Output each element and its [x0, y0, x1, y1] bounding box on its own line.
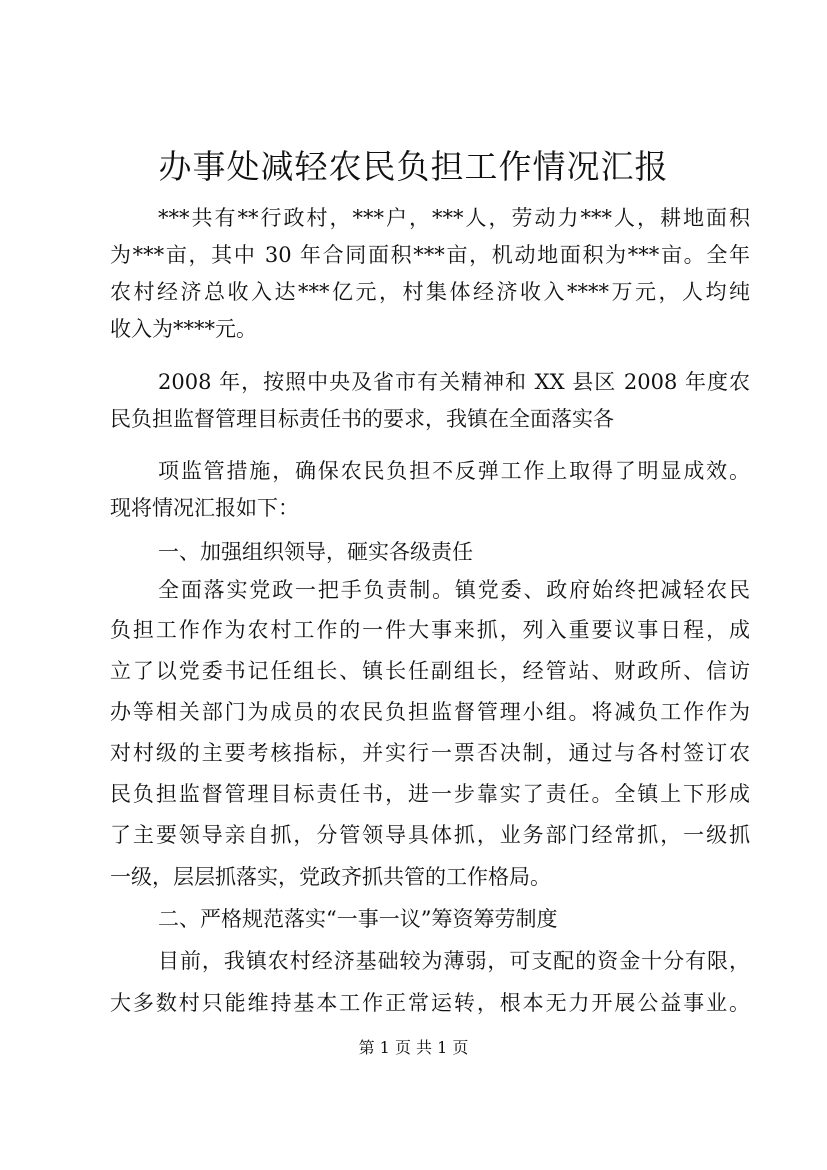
body-line-3: 农村经济总收入达***亿元，村集体经济收入****万元，人均纯 [110, 280, 750, 304]
page-footer: 第 1 页 共 1 页 [358, 1038, 469, 1057]
body-line-9: 全面落实党政一把手负责制。镇党委、政府始终把减轻农民 [158, 578, 750, 602]
body-line-18: 大多数村只能维持基本工作正常运转，根本无力开展公益事业。 [110, 991, 750, 1015]
body-line-2: 为***亩，其中 30 年合同面积***亩，机动地面积为***亩。全年 [110, 243, 750, 267]
body-line-5: 2008 年，按照中央及省市有关精神和 XX 县区 2008 年度农 [158, 370, 750, 394]
body-line-17: 目前，我镇农村经济基础较为薄弱，可支配的资金十分有限， [158, 949, 750, 973]
body-line-1: ***共有**行政村，***户，***人，劳动力***人，耕地面积 [158, 206, 750, 230]
body-line-10: 负担工作作为农村工作的一件大事来抓，列入重要议事日程，成 [110, 618, 750, 642]
body-line-7: 项监管措施，确保农民负担不反弹工作上取得了明显成效。 [158, 459, 750, 483]
document-title: 办事处减轻农民负担工作情况汇报 [158, 147, 669, 186]
body-line-4: 收入为****元。 [110, 317, 257, 341]
body-line-16: 一级，层层抓落实，党政齐抓共管的工作格局。 [110, 865, 551, 889]
body-line-6: 民负担监督管理目标责任书的要求，我镇在全面落实各 [110, 407, 614, 431]
body-line-14: 民负担监督管理目标责任书，进一步靠实了责任。全镇上下形成 [110, 782, 750, 806]
body-line-15: 了主要领导亲自抓，分管领导具体抓，业务部门经常抓，一级抓 [110, 823, 750, 847]
section-heading-1: 一、加强组织领导，砸实各级责任 [158, 540, 473, 564]
body-line-8: 现将情况汇报如下： [110, 496, 299, 520]
section-heading-2: 二、严格规范落实“一事一议”筹资筹劳制度 [158, 907, 558, 931]
body-line-13: 对村级的主要考核指标，并实行一票否决制，通过与各村签订农 [110, 741, 750, 765]
body-line-11: 立了以党委书记任组长、镇长任副组长，经管站、财政所、信访 [110, 659, 750, 683]
body-line-12: 办等相关部门为成员的农民负担监督管理小组。将减负工作作为 [110, 700, 750, 724]
